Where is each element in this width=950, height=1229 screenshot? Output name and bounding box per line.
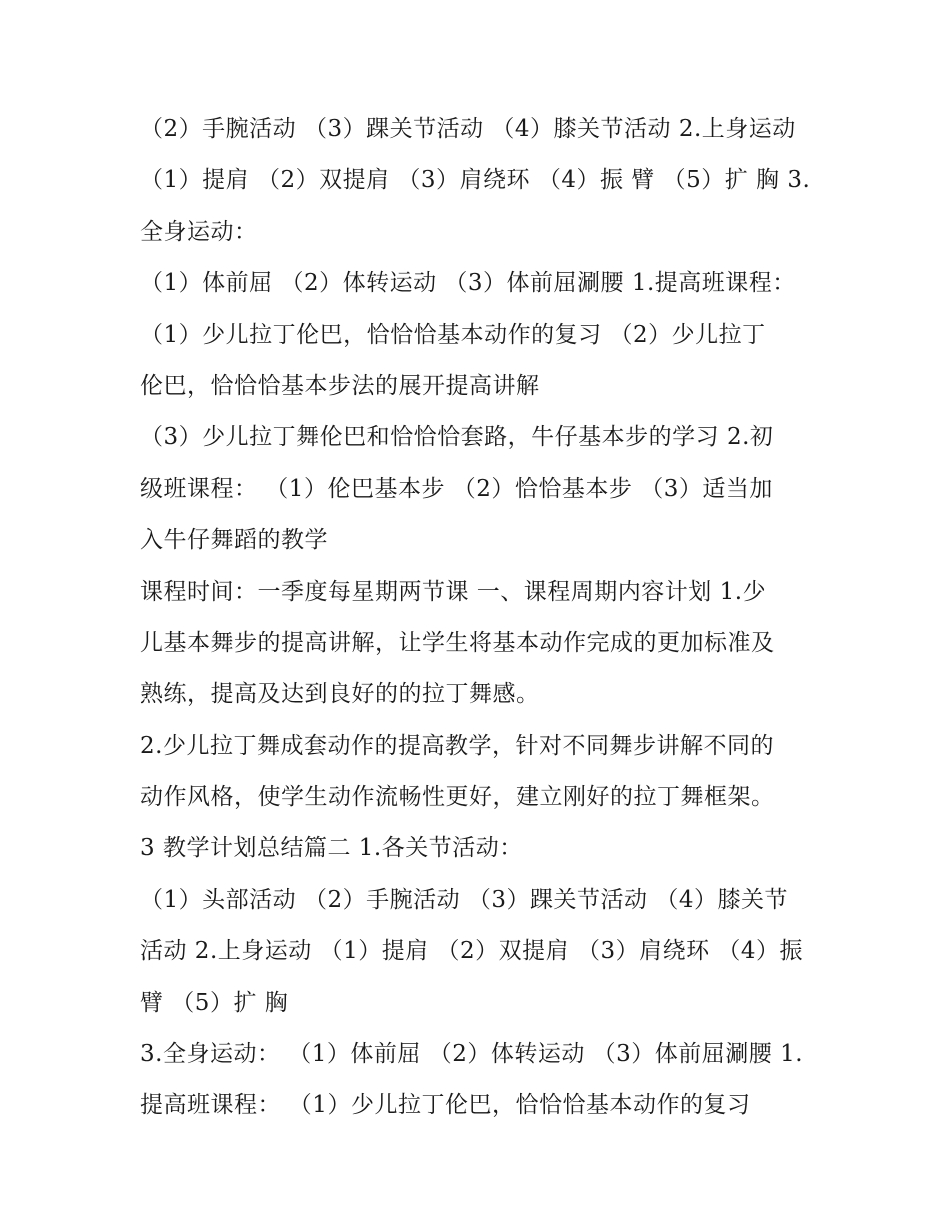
text-line: （1）头部活动 （2）手腕活动 （3）踝关节活动 （4）膝关节: [140, 886, 788, 913]
document-body: [140, 104, 820, 1132]
text-line: （1）少儿拉丁伦巴，恰恰恰基本动作的复习 （2）少儿拉丁: [140, 321, 766, 348]
text-line: 级班课程： （1）伦巴基本步 （2）恰恰基本步 （3）适当加: [140, 475, 773, 502]
text-line: （1）体前屈 （2）体转运动 （3）体前屈涮腰 1.提高班课程：: [140, 270, 796, 297]
text-line: 入牛仔舞蹈的教学: [140, 527, 328, 554]
text-line: （3）少儿拉丁舞伦巴和恰恰恰套路，牛仔基本步的学习 2.初: [140, 424, 774, 451]
text-line: （1）提肩 （2）双提肩 （3）肩绕环 （4）振 臂 （5）扩 胸 3.: [140, 167, 811, 194]
text-line: 3 教学计划总结篇二 1.各关节活动：: [140, 835, 523, 862]
text-line: 全身运动：: [140, 218, 258, 245]
text-line: 2.少儿拉丁舞成套动作的提高教学，针对不同舞步讲解不同的: [140, 732, 774, 759]
text-line: 动作风格，使学生动作流畅性更好，建立刚好的拉丁舞框架。: [140, 784, 775, 811]
text-line: 臂 （5）扩 胸: [140, 989, 289, 1016]
text-line: 课程时间：一季度每星期两节课 一、课程周期内容计划 1.少: [140, 578, 767, 605]
text-line: 提高班课程： （1）少儿拉丁伦巴，恰恰恰基本动作的复习: [140, 1092, 751, 1119]
text-line: 3.全身运动： （1）体前屈 （2）体转运动 （3）体前屈涮腰 1.: [140, 1041, 804, 1068]
text-line: 儿基本舞步的提高讲解，让学生将基本动作完成的更加标准及: [140, 629, 775, 656]
text-line: 伦巴，恰恰恰基本步法的展开提高讲解: [140, 372, 540, 399]
text-line: （2）手腕活动 （3）踝关节活动 （4）膝关节活动 2.上身运动: [140, 116, 796, 142]
text-line: 熟练，提高及达到良好的的拉丁舞感。: [140, 681, 540, 708]
text-line: 活动 2.上身运动 （1）提肩 （2）双提肩 （3）肩绕环 （4）振: [140, 938, 804, 965]
